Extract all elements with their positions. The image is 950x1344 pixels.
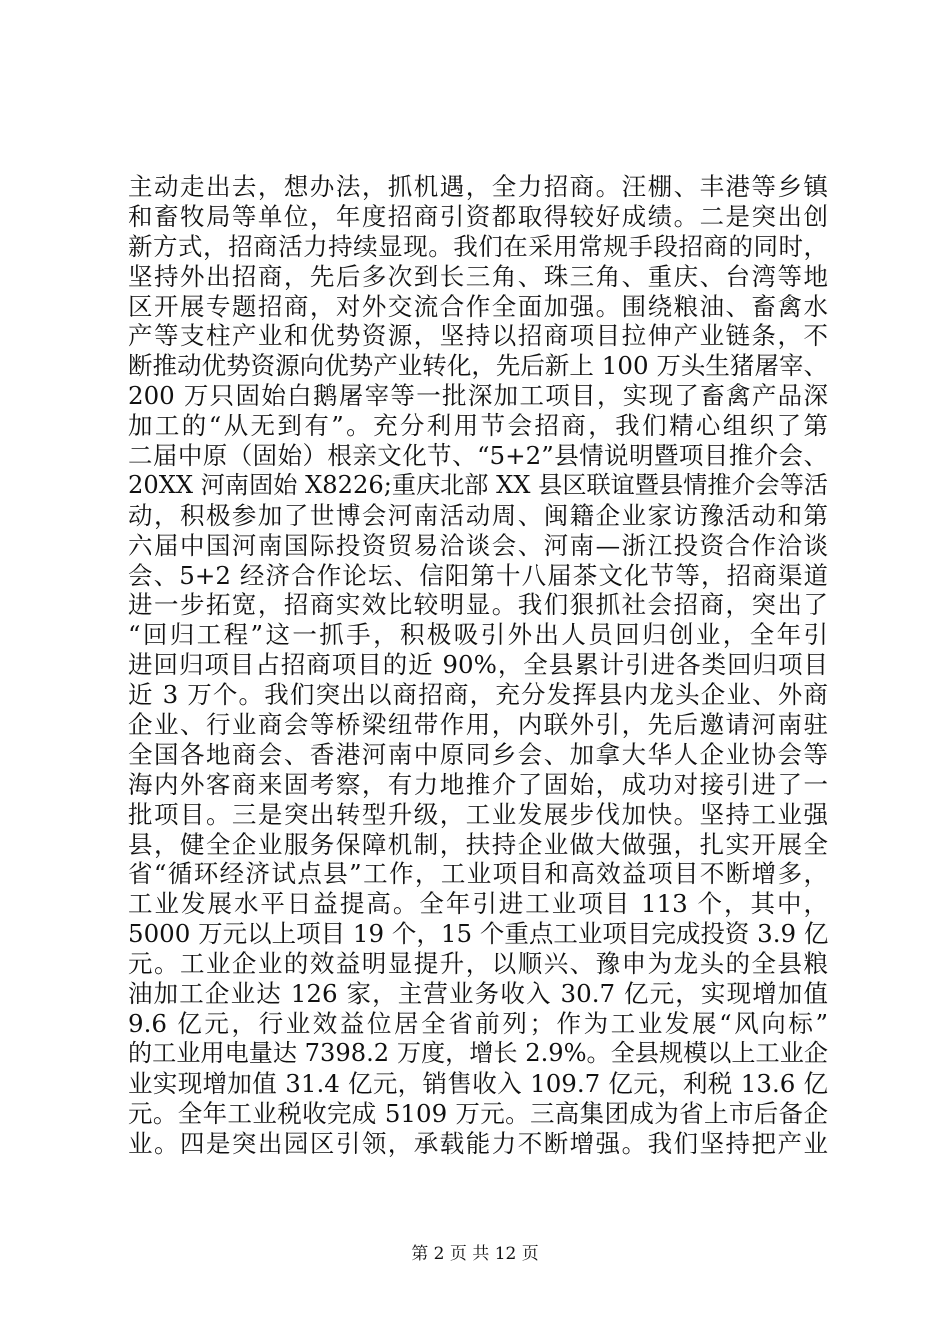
body-text-line: 9.6 亿元，行业效益位居全省前列；作为工业发展“风向标” [128, 1008, 828, 1038]
body-text-line: 断推动优势资源向优势产业转化，先后新上 100 万头生猪屠宰、 [128, 351, 828, 381]
body-text-line: 企业、行业商会等桥梁纽带作用，内联外引，先后邀请河南驻 [128, 710, 828, 740]
body-text-line: 动，积极参加了世博会河南活动周、闽籍企业家访豫活动和第 [128, 500, 828, 530]
body-text-line: “回归工程”这一抓手，积极吸引外出人员回归创业，全年引 [128, 620, 828, 650]
body-text-line: 和畜牧局等单位，年度招商引资都取得较好成绩。二是突出创 [128, 201, 828, 231]
body-text-line: 海内外客商来固考察，有力地推介了固始，成功对接引进了一 [128, 769, 828, 799]
body-text-line: 加工的“从无到有”。充分利用节会招商，我们精心组织了第 [128, 411, 828, 441]
body-text-line: 省“循环经济试点县”工作，工业项目和高效益项目不断增多， [128, 859, 828, 889]
body-text-line: 进一步拓宽，招商实效比较明显。我们狠抓社会招商，突出了 [128, 590, 828, 620]
body-text-line: 5000 万元以上项目 19 个，15 个重点工业项目完成投资 3.9 亿 [128, 919, 829, 949]
body-text-line: 全国各地商会、香港河南中原同乡会、加拿大华人企业协会等 [128, 739, 828, 769]
body-text-line: 县，健全企业服务保障机制，扶持企业做大做强，扎实开展全 [128, 829, 828, 859]
body-text-line: 新方式，招商活力持续显现。我们在采用常规手段招商的同时， [128, 231, 828, 261]
body-text-line: 进回归项目占招商项目的近 90%，全县累计引进各类回归项目 [128, 650, 828, 680]
body-text-line: 20XX 河南固始 X8226;重庆北部 XX 县区联谊暨县情推介会等活 [128, 470, 828, 499]
body-text-line: 主动走出去，想办法，抓机遇，全力招商。汪棚、丰港等乡镇 [128, 172, 828, 201]
body-text-line: 的工业用电量达 7398.2 万度，增长 2.9%。全县规模以上工业企 [128, 1038, 828, 1067]
page-footer: 第 2 页 共 12 页 [411, 1244, 539, 1264]
body-text-line: 近 3 万个。我们突出以商招商，充分发挥县内龙头企业、外商 [128, 680, 828, 710]
body-text-line: 元。全年工业税收完成 5109 万元。三高集团成为省上市后备企 [128, 1098, 828, 1128]
body-text-line: 200 万只固始白鹅屠宰等一批深加工项目，实现了畜禽产品深 [128, 381, 828, 411]
body-text-line: 工业发展水平日益提高。全年引进工业项目 113 个，其中， [128, 889, 828, 919]
body-text-line: 业。四是突出园区引领，承载能力不断增强。我们坚持把产业 [128, 1128, 828, 1158]
body-text-line: 区开展专题招商，对外交流合作全面加强。围绕粮油、畜禽水 [128, 291, 828, 321]
body-text-line: 会、5+2 经济合作论坛、信阳第十八届茶文化节等，招商渠道 [128, 560, 828, 590]
body-text-line: 元。工业企业的效益明显提升，以顺兴、豫申为龙头的全县粮 [128, 949, 828, 979]
body-text-line: 批项目。三是突出转型升级，工业发展步伐加快。坚持工业强 [128, 799, 828, 829]
body-text-line: 业实现增加值 31.4 亿元，销售收入 109.7 亿元，利税 13.6 亿 [128, 1068, 828, 1098]
body-text-line: 六届中国河南国际投资贸易洽谈会、河南—浙江投资合作洽谈 [128, 530, 828, 560]
body-text-line: 产等支柱产业和优势资源，坚持以招商项目拉伸产业链条，不 [128, 321, 828, 351]
document-body [128, 172, 828, 1158]
body-text-line: 坚持外出招商，先后多次到长三角、珠三角、重庆、台湾等地 [128, 261, 828, 291]
body-text-line: 油加工企业达 126 家，主营业务收入 30.7 亿元，实现增加值 [128, 979, 828, 1009]
body-text-line: 二届中原（固始）根亲文化节、“5+2”县情说明暨项目推介会、 [128, 441, 828, 471]
